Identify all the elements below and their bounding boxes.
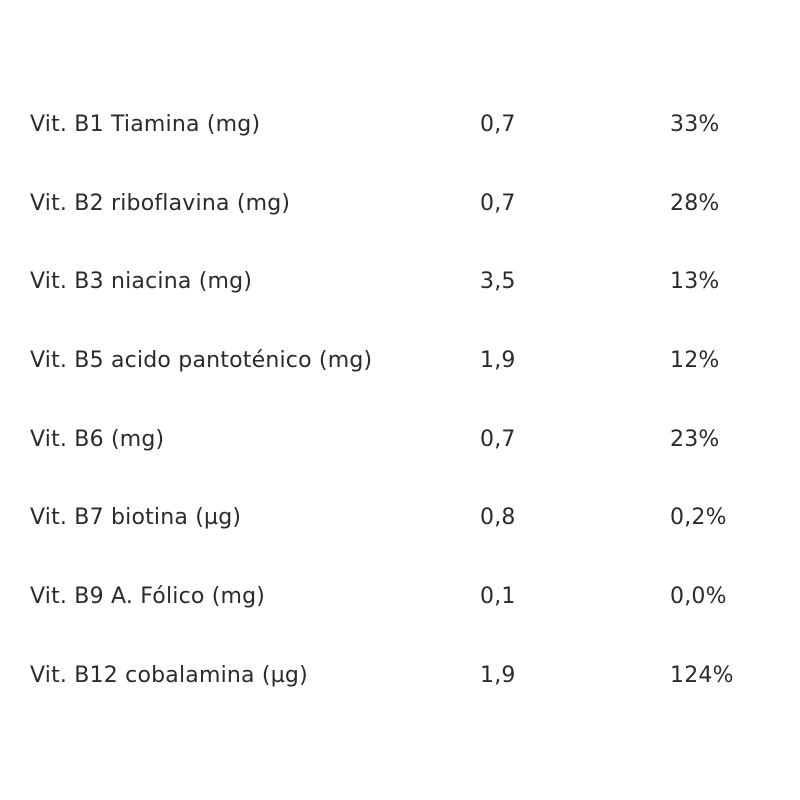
nutrient-name: Vit. B7 biotina (µg) xyxy=(30,505,242,531)
table-row xyxy=(30,324,770,403)
table-row xyxy=(30,560,770,639)
nutrient-amount: 1,9 xyxy=(480,662,516,688)
nutrient-name: Vit. B6 (mg) xyxy=(30,426,165,452)
nutrient-percent: 12% xyxy=(670,348,720,374)
nutrient-amount: 0,1 xyxy=(480,584,516,610)
nutrient-percent: 33% xyxy=(670,112,720,137)
nutrient-percent: 13% xyxy=(670,269,720,295)
table-row xyxy=(30,167,770,246)
nutrient-amount: 0,8 xyxy=(480,505,516,531)
nutrient-percent: 0,2% xyxy=(670,505,727,531)
nutrient-percent: 124% xyxy=(670,662,734,688)
nutrient-percent: 0,0% xyxy=(670,584,727,610)
nutrient-name: Vit. B12 cobalamina (µg) xyxy=(30,662,308,688)
nutrient-name: Vit. B3 niacina (mg) xyxy=(30,269,253,295)
table-row xyxy=(30,639,770,718)
nutrient-amount: 0,7 xyxy=(480,426,516,452)
nutrient-name: Vit. B2 riboflavina (mg) xyxy=(30,190,291,216)
nutrient-name: Vit. B1 Tiamina (mg) xyxy=(30,112,261,137)
nutrient-name: Vit. B9 A. Fólico (mg) xyxy=(30,584,266,610)
table-row xyxy=(30,481,770,560)
nutrient-amount: 3,5 xyxy=(480,269,516,295)
nutrient-amount: 1,9 xyxy=(480,348,516,374)
vitamin-table xyxy=(30,88,770,718)
nutrient-percent: 28% xyxy=(670,190,720,216)
table-row xyxy=(30,245,770,324)
nutrient-percent: 23% xyxy=(670,426,720,452)
table-row xyxy=(30,403,770,482)
nutrient-amount: 0,7 xyxy=(480,190,516,216)
nutrient-name: Vit. B5 acido pantoténico (mg) xyxy=(30,348,373,374)
table-row xyxy=(30,88,770,167)
nutrient-amount: 0,7 xyxy=(480,112,516,137)
